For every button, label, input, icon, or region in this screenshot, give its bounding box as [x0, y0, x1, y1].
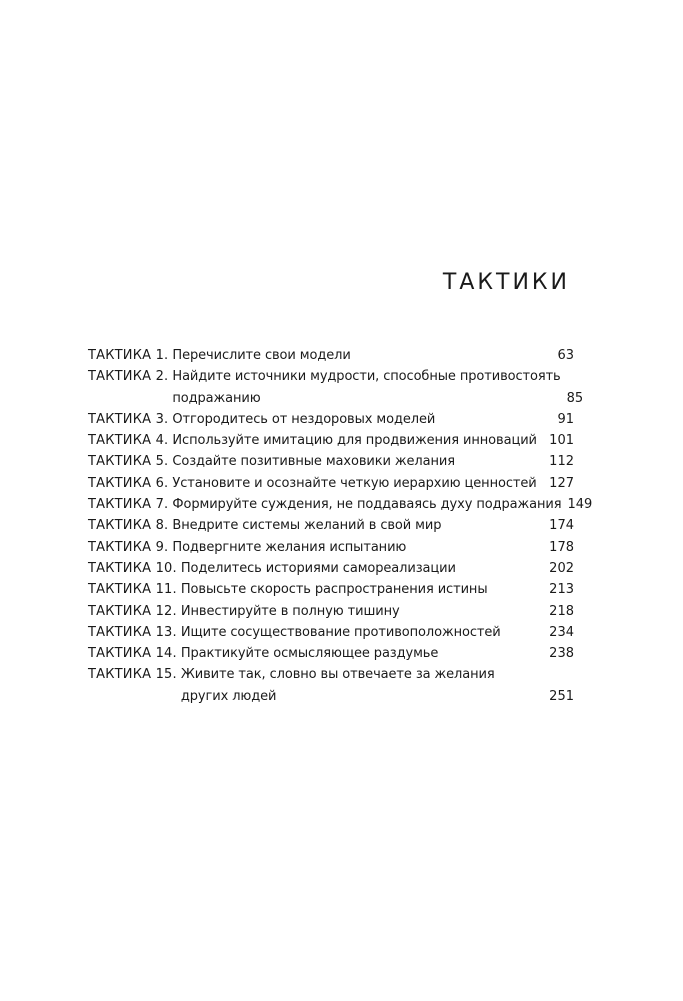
toc-entry-title-line: Формируйте суждения, не поддаваясь духу подражания: [172, 497, 562, 513]
toc-entry-title-line: Используйте имитацию для продвижения инноваций: [172, 433, 537, 449]
toc-entry-page: 202: [549, 560, 574, 576]
toc-entry[interactable]: [88, 537, 574, 558]
toc-entry-title: [181, 622, 543, 643]
toc-entry-title: [172, 366, 560, 409]
toc-entry-title-line: Внедрите системы желаний в свой мир: [172, 518, 442, 534]
toc-entry[interactable]: [88, 579, 574, 600]
toc-entry-title-line: Практикуйте осмысляющее раздумье: [180, 646, 439, 662]
toc-entry-page: 149: [567, 497, 593, 513]
toc-entry[interactable]: [88, 643, 574, 664]
toc-entry-title-line: Перечислите свои модели: [172, 348, 351, 363]
toc-entry[interactable]: [88, 366, 584, 409]
toc-entry-title: [172, 515, 543, 536]
toc-entry-page: 178: [549, 539, 574, 555]
toc-entry-label: ТАКТИКА 10.: [88, 560, 177, 576]
toc-entry-label: ТАКТИКА 5.: [88, 454, 169, 470]
toc-entry-page: 213: [549, 582, 574, 598]
toc-entry-page: 238: [549, 646, 574, 662]
toc-entry-label: ТАКТИКА 9.: [88, 539, 169, 555]
toc-entry-label: ТАКТИКА 15.: [88, 667, 177, 683]
toc-entry-label: ТАКТИКА 2.: [88, 369, 169, 385]
toc-entry-title: [172, 409, 551, 430]
toc-entry-label: ТАКТИКА 14.: [88, 646, 177, 662]
toc-entry-title-line: Повысьте скорость распространения истины: [180, 582, 488, 598]
toc-entry[interactable]: [88, 664, 574, 707]
toc-entry-label: ТАКТИКА 4.: [88, 433, 169, 449]
toc-entry[interactable]: [88, 345, 574, 366]
toc-entry[interactable]: [88, 515, 574, 536]
toc-entry-page: 101: [549, 433, 574, 449]
toc-entry-title-line: Инвестируйте в полную тишину: [180, 603, 400, 619]
page-title: ТАКТИКИ: [442, 269, 570, 295]
toc-entry-title-line: Создайте позитивные маховики желания: [172, 454, 455, 470]
toc-entry-page: 63: [557, 348, 574, 363]
toc-entry[interactable]: [88, 409, 574, 430]
toc-entry-label: ТАКТИКА 8.: [88, 518, 169, 534]
toc-entry[interactable]: [88, 622, 574, 643]
toc-entry-title-line: Отгородитесь от нездоровых моделей: [172, 411, 436, 427]
toc-entry[interactable]: [88, 601, 574, 622]
toc-entry-page: 91: [557, 411, 574, 427]
toc-entry-title-line: Подвергните желания испытанию: [172, 539, 407, 555]
toc-entry-title: [172, 430, 543, 451]
toc-entry-title: [181, 643, 543, 664]
toc-entry[interactable]: [88, 473, 574, 494]
toc-entry-title-line: Установите и осознайте четкую иерархию ценностей: [172, 475, 537, 491]
toc-entry-title-line: Поделитесь историями самореализации: [180, 560, 456, 576]
toc-entry-label: ТАКТИКА 6.: [88, 475, 169, 491]
toc-entry-page: 251: [549, 688, 574, 704]
toc-entry-label: ТАКТИКА 3.: [88, 411, 169, 427]
toc-entry-page: 85: [566, 390, 584, 406]
toc-entry-title: [172, 345, 551, 366]
toc-entry-page: 234: [549, 624, 574, 640]
toc-entry-title: [181, 558, 543, 579]
toc-entry-title-line: подражанию: [172, 390, 261, 406]
toc-entry-page: 218: [549, 603, 574, 619]
toc-entry-label: ТАКТИКА 12.: [88, 603, 177, 619]
toc-entry-label: ТАКТИКА 11.: [88, 582, 177, 598]
toc-entry-title: [172, 494, 561, 515]
toc-entry-title-line: Найдите источники мудрости, способные противостоять: [172, 369, 561, 385]
toc-entry-label: ТАКТИКА 13.: [88, 624, 177, 640]
toc-entry-page: 112: [549, 454, 574, 470]
toc-entry-title: [181, 601, 543, 622]
toc-entry[interactable]: [88, 558, 574, 579]
table-of-contents: [88, 345, 593, 707]
toc-entry-title: [181, 579, 543, 600]
toc-entry-page: 174: [549, 518, 574, 534]
toc-entry-title: [172, 451, 543, 472]
toc-entry-title: [172, 537, 543, 558]
toc-entry-label: ТАКТИКА 1.: [88, 348, 169, 363]
toc-entry-title-line: других людей: [180, 688, 277, 704]
toc-entry[interactable]: [88, 494, 593, 515]
toc-entry-title: [181, 664, 543, 707]
toc-entry-label: ТАКТИКА 7.: [88, 497, 169, 513]
toc-entry-title: [172, 473, 543, 494]
toc-entry-page: 127: [549, 475, 574, 491]
toc-entry-title-line: Живите так, словно вы отвечаете за желания: [180, 667, 495, 683]
toc-entry[interactable]: [88, 451, 574, 472]
toc-entry[interactable]: [88, 430, 574, 451]
toc-entry-title-line: Ищите сосуществование противоположностей: [180, 624, 501, 640]
